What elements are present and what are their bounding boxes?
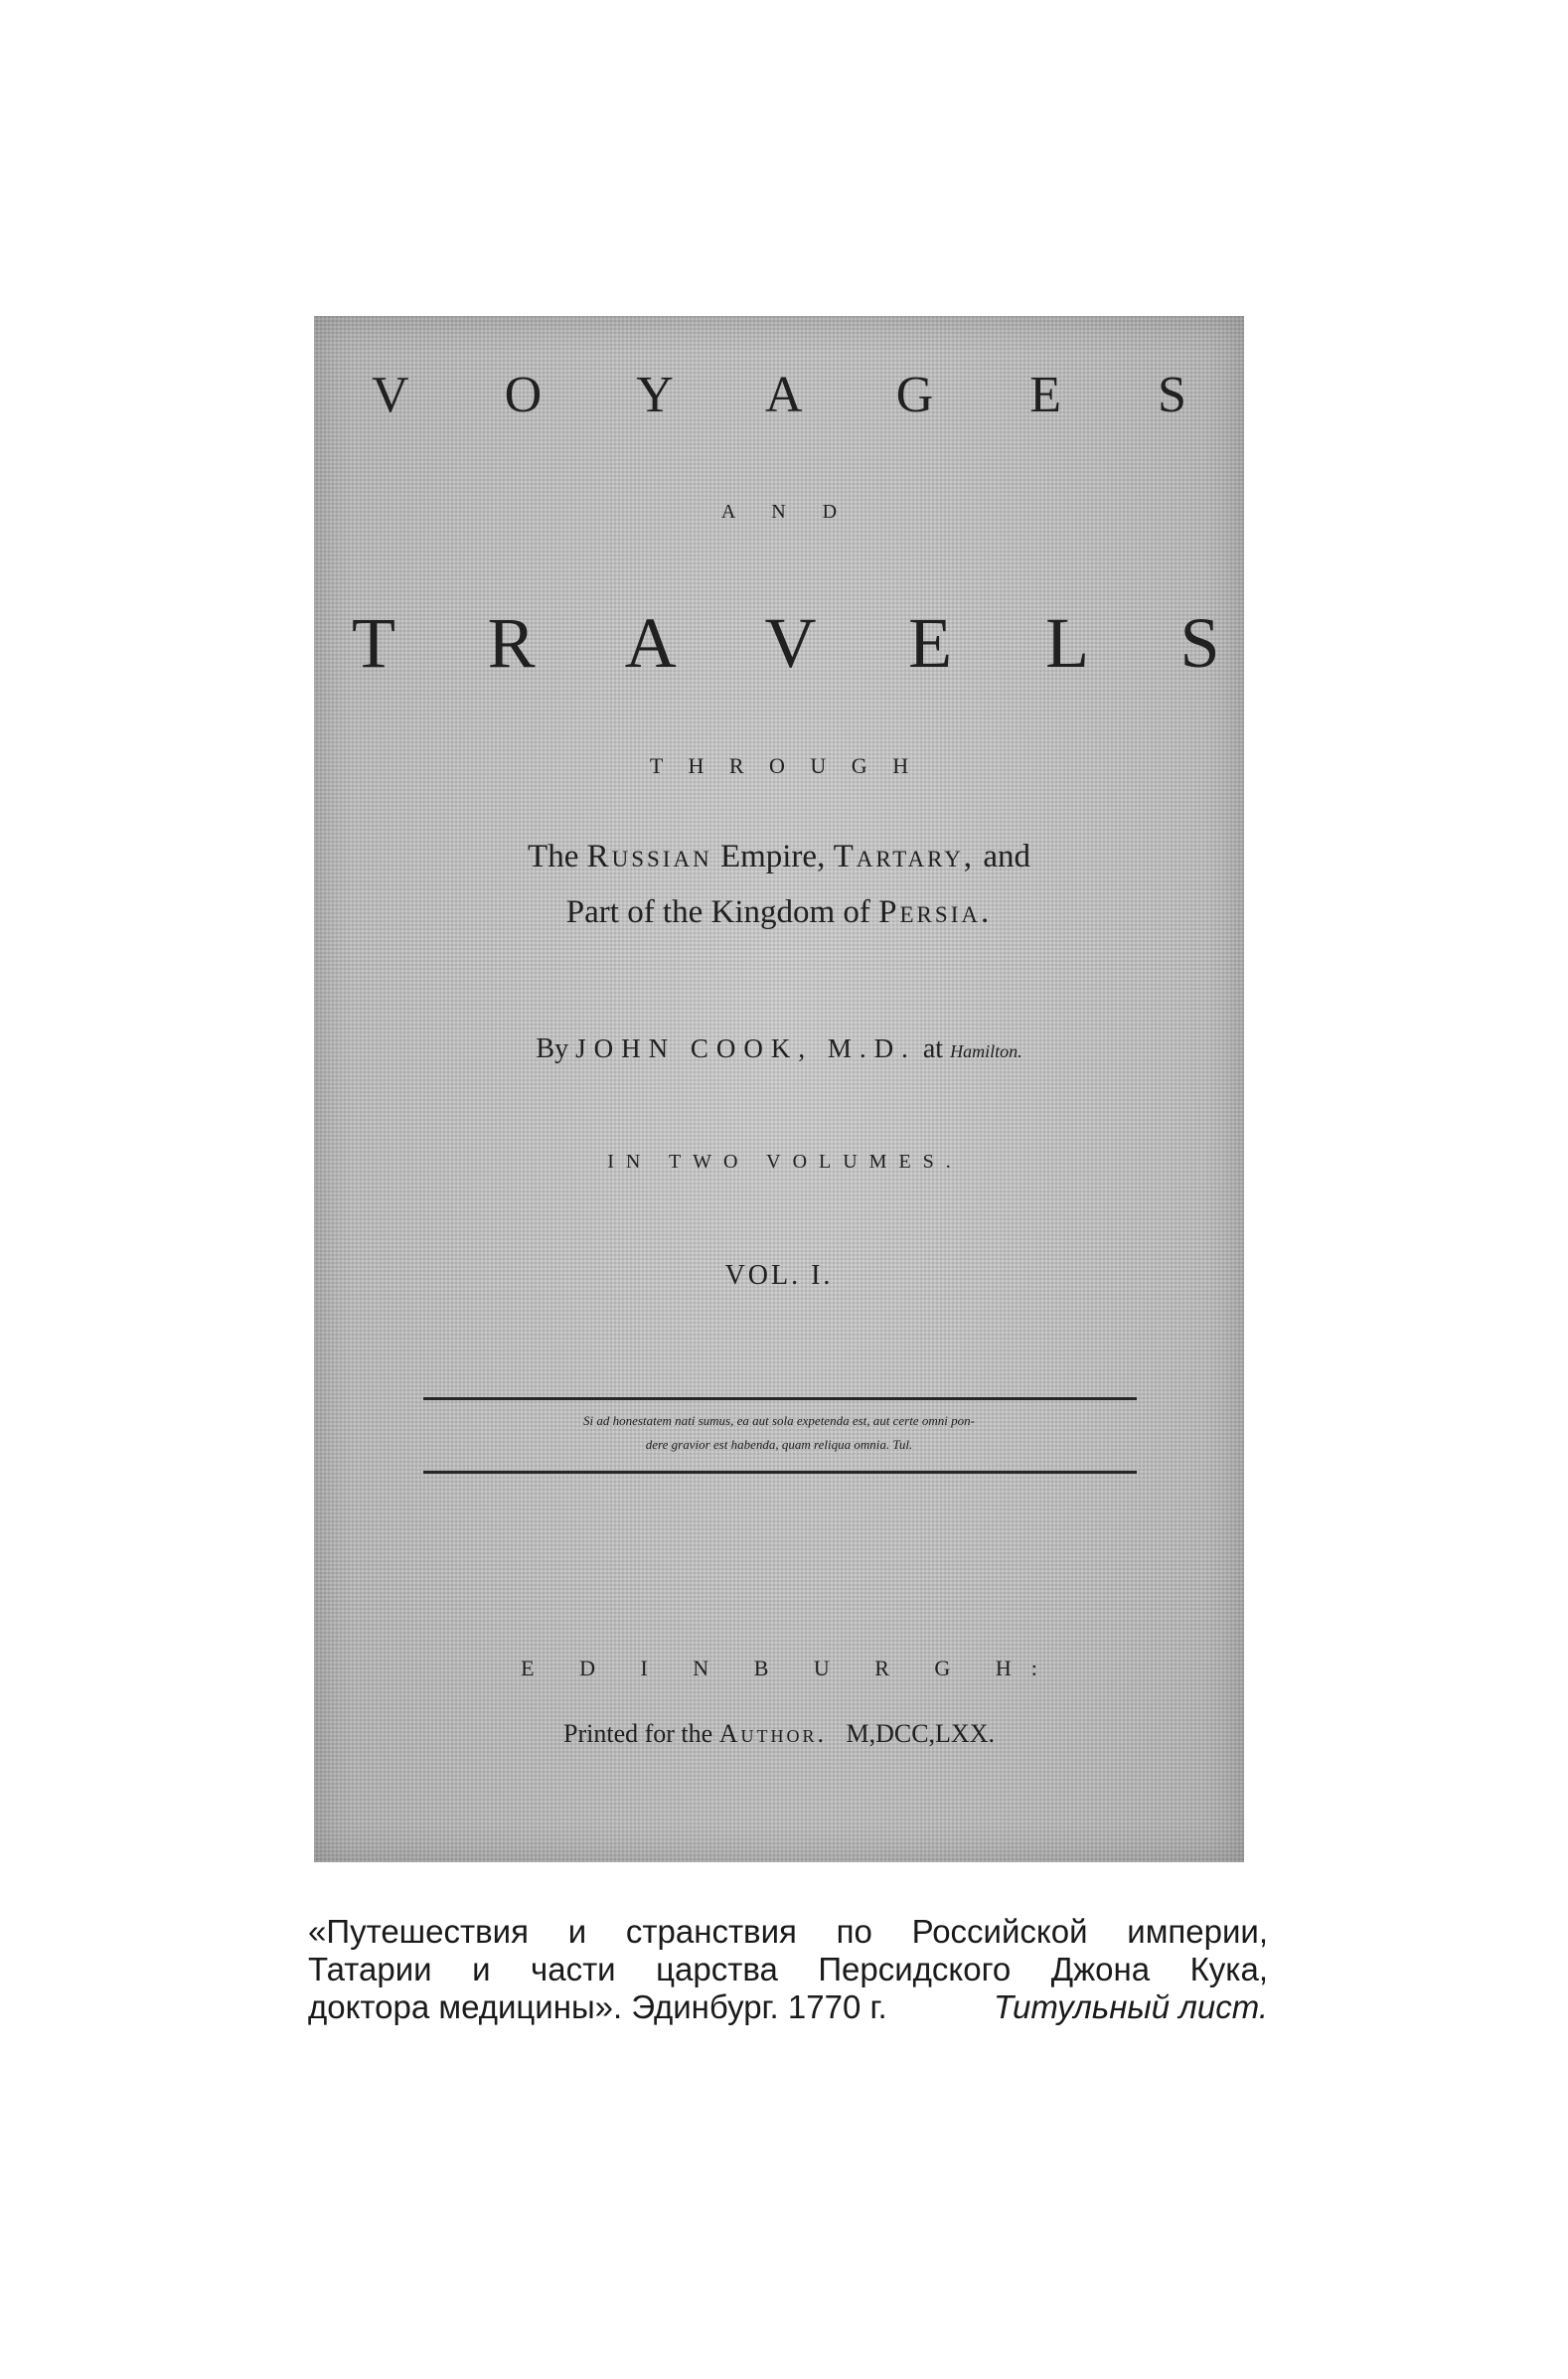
subtitle-part: Part of the Kingdom of xyxy=(565,894,870,930)
imprint-year: M,DCC,LXX. xyxy=(846,1719,995,1748)
volume-number: VOL. I. xyxy=(724,1260,834,1291)
imprint-author: Author. xyxy=(718,1719,827,1748)
subtitle-empire-line xyxy=(314,839,1244,875)
author-line xyxy=(314,1033,1244,1065)
motto-rule-bottom xyxy=(423,1471,1137,1474)
author-at: at xyxy=(922,1033,944,1064)
subtitle-persia: Persia. xyxy=(878,894,993,930)
caption-line-1: «Путешествия и странствия по Российской империи, xyxy=(308,1913,1268,1950)
title-travels: T R A V E L S xyxy=(352,603,1258,683)
title-through: T H R O U G H xyxy=(649,753,919,778)
title-and: A N D xyxy=(720,501,854,523)
caption-line-2: Татарии и части царства Персидского Джона Кука, xyxy=(308,1951,1268,1987)
author-place: Hamilton. xyxy=(950,1041,1022,1061)
volumes-line: IN TWO VOLUMES. xyxy=(607,1151,963,1173)
author-name: JOHN COOK, M.D. xyxy=(575,1033,916,1063)
figure-caption xyxy=(308,1913,1268,2026)
motto-rule-top xyxy=(423,1397,1137,1400)
imprint-printed: Printed for the xyxy=(563,1719,713,1748)
caption-line-3-text: доктора медицины». Эдинбург. 1770 г. xyxy=(308,1988,887,2025)
imprint-city: E D I N B U R G H: xyxy=(521,1656,1057,1680)
subtitle-persia-line xyxy=(314,894,1244,931)
title-voyages: V O Y A G E S xyxy=(372,367,1228,423)
title-page-photo xyxy=(314,316,1258,1862)
motto-line-1: Si ad honestatem nati sumus, ea aut sola expetenda est, aut certe omni pon- xyxy=(583,1413,975,1428)
caption-line-3-italic: Титульный лист. xyxy=(994,1988,1268,2025)
motto-line-2: dere gravior est habenda, quam reliqua omnia. Tul. xyxy=(645,1437,913,1452)
subtitle-tartary: Tartary, xyxy=(833,839,976,874)
subtitle-russian: Russian xyxy=(586,839,712,874)
subtitle-the: The xyxy=(528,839,579,874)
caption-line-3 xyxy=(308,1988,1268,2026)
subtitle-empire: Empire, xyxy=(719,839,826,874)
subtitle-and: and xyxy=(983,839,1030,874)
author-by: By xyxy=(536,1033,569,1064)
imprint-line xyxy=(314,1719,1244,1749)
